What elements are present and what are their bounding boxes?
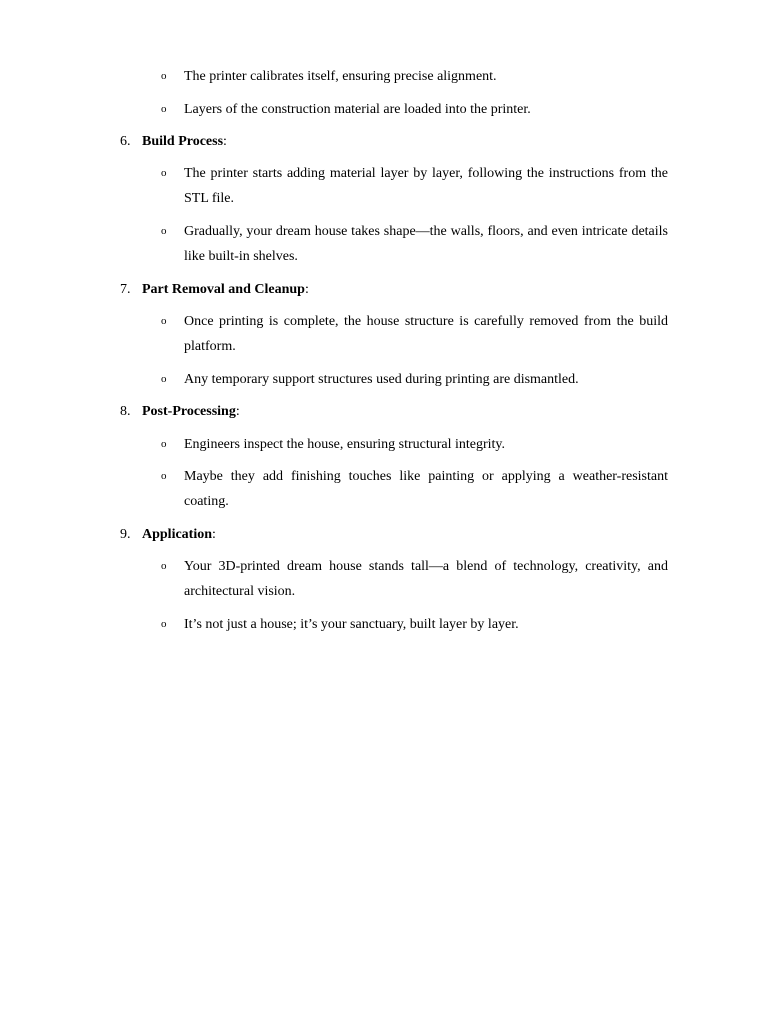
bullet-text: It’s not just a house; it’s your sanctuary, built layer by layer. (184, 617, 519, 632)
heading-colon: : (304, 282, 309, 297)
bullet-marker: o (161, 167, 167, 179)
bullet-marker: o (161, 70, 167, 82)
bullet-marker: o (161, 618, 167, 630)
bullet-text: Once printing is complete, the house structure is carefully removed from the build platform. (184, 314, 668, 354)
bullet-text: Engineers inspect the house, ensuring structural integrity. (184, 437, 506, 452)
list-number: 9. (120, 527, 131, 542)
list-number: 7. (120, 282, 131, 297)
section-heading (142, 522, 216, 547)
list-number: 8. (120, 404, 131, 419)
section-heading (142, 129, 227, 154)
section-heading (142, 399, 240, 424)
heading-colon: : (223, 134, 227, 149)
bullet-marker: o (161, 438, 167, 450)
heading-colon: : (212, 527, 216, 542)
bullet-text: Your 3D-printed dream house stands tall—a blend of technology, creativity, and architectural vision. (184, 559, 668, 599)
bullet-text: Any temporary support structures used during printing are dismantled. (184, 372, 579, 387)
bullet-text: Maybe they add finishing touches like painting or applying a weather-resistant coating. (184, 469, 668, 509)
list-number: 6. (120, 134, 131, 149)
section-title: Part Removal and Cleanup (142, 282, 305, 297)
bullet-marker: o (161, 315, 167, 327)
section-title: Build Process (142, 134, 224, 149)
bullet-text: The printer starts adding material layer by layer, following the instructions from the STL file. (184, 166, 668, 206)
bullet-text: The printer calibrates itself, ensuring precise alignment. (184, 69, 497, 84)
bullet-text: Layers of the construction material are loaded into the printer. (184, 102, 531, 117)
heading-colon: : (235, 404, 240, 419)
bullet-marker: o (161, 560, 167, 572)
bullet-text: Gradually, your dream house takes shape—the walls, floors, and even intricate details like built-in shelves. (184, 224, 668, 264)
section-title: Application (142, 527, 213, 542)
section-heading (142, 277, 309, 302)
section-title: Post-Processing (142, 404, 236, 419)
bullet-marker: o (161, 470, 167, 482)
bullet-marker: o (161, 225, 167, 237)
bullet-marker: o (161, 373, 167, 385)
bullet-marker: o (161, 103, 167, 115)
